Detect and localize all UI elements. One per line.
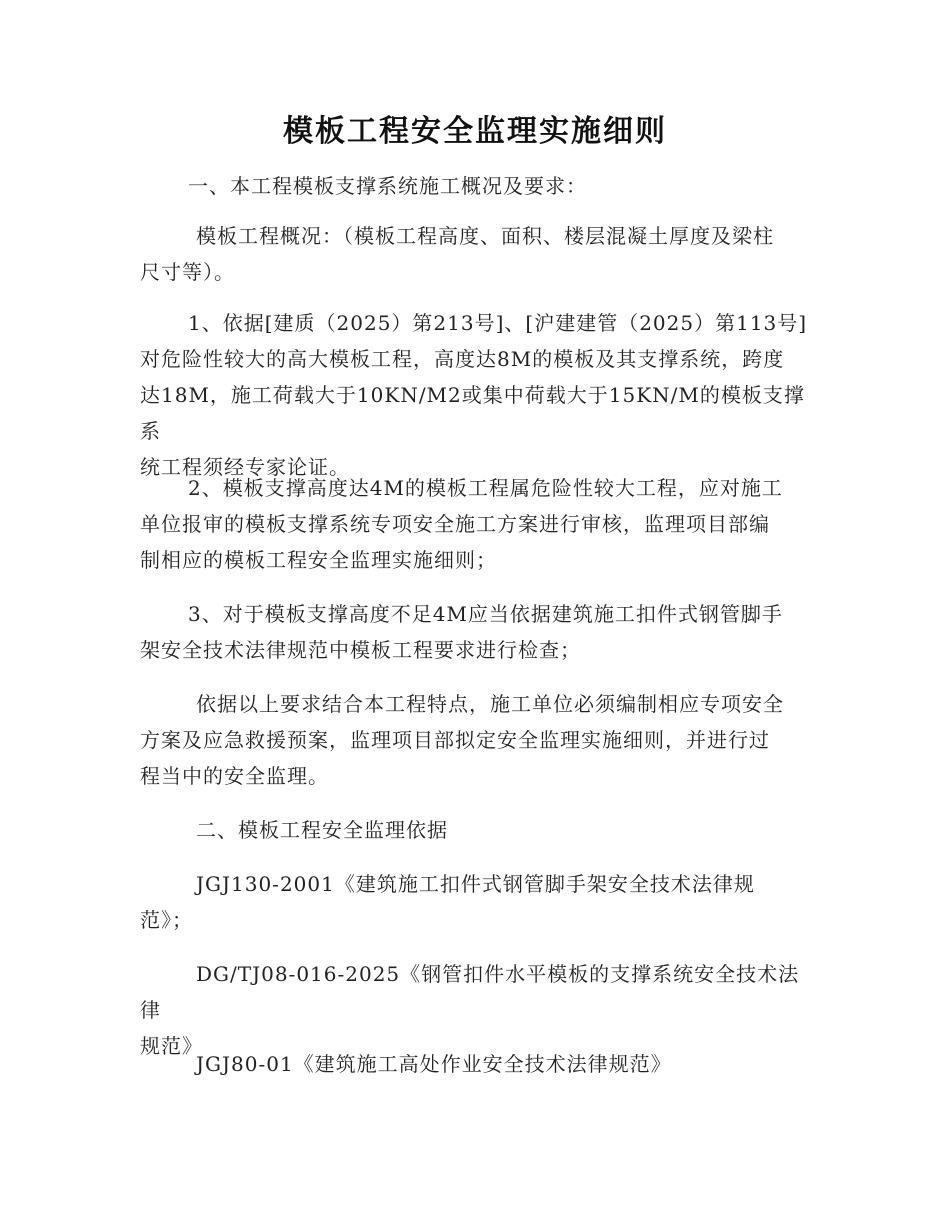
document-title: 模板工程安全监理实施细则 <box>283 114 667 149</box>
text-line: 依据以上要求结合本工程特点，施工单位必须编制相应专项安全 <box>196 692 784 716</box>
text-line: DG/TJ08-016-2025《钢管扣件水平模板的支撑系统安全技术法律 <box>140 962 800 1022</box>
text-line: 统工程须经专家论证。 <box>140 455 350 479</box>
text-line: 一、本工程模板支撑系统施工概况及要求： <box>188 174 587 198</box>
paragraph-summary <box>140 686 810 794</box>
section-heading-1 <box>140 168 810 204</box>
text-line: 对危险性较大的高大模板工程，高度达8M的模板及其支撑系统，跨度 <box>140 347 785 371</box>
text-line: 架安全技术法律规范中模板工程要求进行检查； <box>140 638 581 662</box>
text-line: 达18M，施工荷载大于10KN/M2或集中荷载大于15KN/M的模板支撑系 <box>140 383 805 443</box>
text-line: 1、依据[建质（2025）第213号]、[沪建建管（2025）第113号] <box>188 311 808 335</box>
section-heading-2 <box>140 812 810 848</box>
text-line: 范》； <box>140 908 193 932</box>
reference-item <box>140 1046 810 1082</box>
paragraph-overview <box>140 218 810 290</box>
paragraph-item-1 <box>140 305 810 485</box>
text-line: 尺寸等）。 <box>140 260 235 284</box>
text-line: 制相应的模板工程安全监理实施细则； <box>140 548 497 572</box>
reference-item <box>140 866 810 938</box>
text-line: 方案及应急救援预案，监理项目部拟定安全监理实施细则，并进行过 <box>140 728 770 752</box>
paragraph-item-3 <box>140 596 810 668</box>
text-line: JGJ130-2001《建筑施工扣件式钢管脚手架安全技术法律规 <box>196 872 755 896</box>
text-line: 3、对于模板支撑高度不足4M应当依据建筑施工扣件式钢管脚手 <box>188 602 783 626</box>
text-line: 模板工程概况：（模板工程高度、面积、楼层混凝土厚度及梁柱 <box>196 224 774 248</box>
text-line: 规范》 <box>140 1034 203 1058</box>
paragraph-item-2 <box>140 470 810 578</box>
text-line: 程当中的安全监理。 <box>140 764 329 788</box>
text-line: 二、模板工程安全监理依据 <box>196 818 448 842</box>
text-line: 单位报审的模板支撑系统专项安全施工方案进行审核，监理项目部编 <box>140 512 770 536</box>
text-line: 2、模板支撑高度达4M的模板工程属危险性较大工程，应对施工 <box>188 476 783 500</box>
text-line: JGJ80-01《建筑施工高处作业安全技术法律规范》 <box>196 1052 672 1076</box>
